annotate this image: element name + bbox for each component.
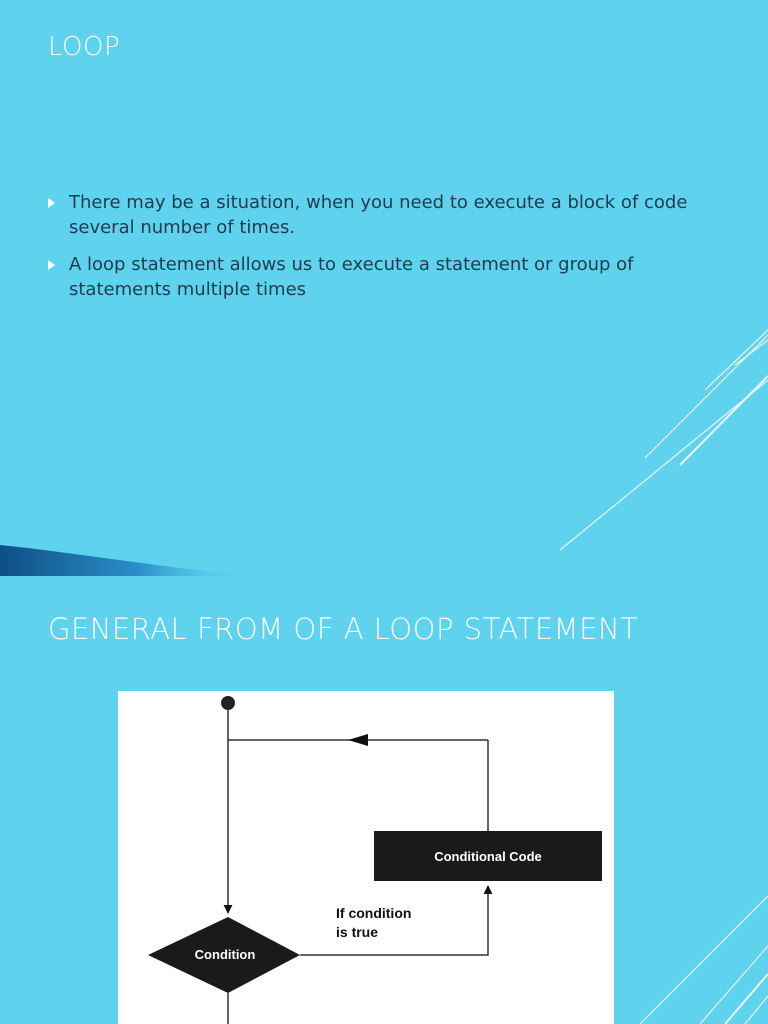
true-label-line1: If condition (336, 905, 412, 921)
decor-line (725, 974, 768, 1024)
decor-line (640, 896, 768, 1024)
bullet-text: There may be a situation, when you need to execute a block of code several number of times. (69, 192, 688, 238)
decor-line (745, 996, 768, 1024)
bullet-text: A loop statement allows us to execute a statement or group of statements multiple times (69, 254, 634, 300)
slide-title: GENERAL FROM OF A LOOP STATEMENT (48, 612, 639, 646)
slide-title: LOOP (48, 32, 121, 62)
slide-general-form (0, 576, 768, 1024)
decorative-lines (0, 576, 768, 1024)
conditional-code-label: Conditional Code (434, 849, 542, 864)
true-label-line2: is true (336, 924, 379, 940)
condition-label: Condition (194, 947, 256, 962)
